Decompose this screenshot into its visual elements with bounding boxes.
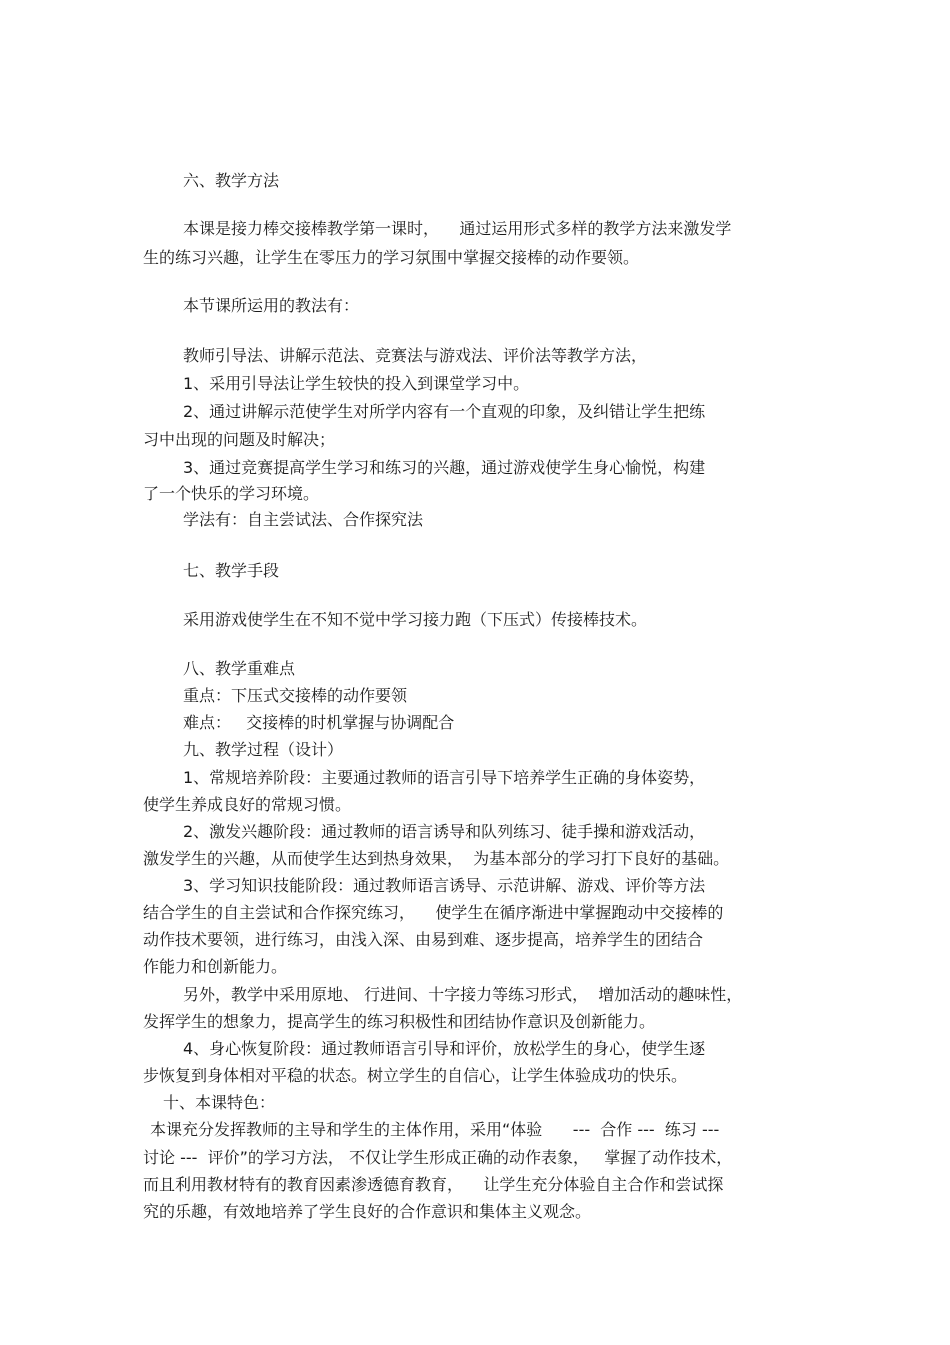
paragraph-line: 本课是接力棒交接棒教学第一课时， 通过运用形式多样的教学方法来激发学 (183, 219, 732, 238)
list-item-continuation: 结合学生的自主尝试和合作探究练习， 使学生在循序渐进中掌握跑动中交接棒的 (143, 903, 724, 922)
paragraph-line: 难点： 交接棒的时机掌握与协调配合 (183, 713, 455, 732)
section-heading-teaching-process: 九、教学过程（设计） (183, 740, 344, 759)
list-item: 3、通过竞赛提高学生学习和练习的兴趣，通过游戏使学生身心愉悦，构建 (183, 458, 706, 477)
paragraph-line: 另外，教学中采用原地、 行进间、十字接力等练习形式， 增加活动的趣味性， (183, 985, 743, 1004)
list-item-continuation: 了一个快乐的学习环境。 (143, 484, 320, 503)
list-item: 1、采用引导法让学生较快的投入到课堂学习中。 (183, 374, 530, 393)
paragraph-line: 学法有：自主尝试法、合作探究法 (183, 510, 424, 529)
paragraph-line: 本课充分发挥教师的主导和学生的主体作用，采用“体验 --- 合作 --- 练习 --- (150, 1120, 720, 1139)
paragraph-line: 发挥学生的想象力，提高学生的练习积极性和团结协作意识及创新能力。 (143, 1012, 656, 1031)
paragraph-line: 而且利用教材特有的教育因素渗透德育教育， 让学生充分体验自主合作和尝试探 (143, 1175, 724, 1194)
paragraph-line: 教师引导法、讲解示范法、竞赛法与游戏法、评价法等教学方法， (183, 346, 648, 365)
list-item-continuation: 作能力和创新能力。 (143, 957, 288, 976)
list-item: 4、身心恢复阶段：通过教师语言引导和评价，放松学生的身心，使学生逐 (183, 1039, 706, 1058)
list-item: 1、常规培养阶段：主要通过教师的语言引导下培养学生正确的身体姿势， (183, 768, 706, 787)
list-item: 3、学习知识技能阶段：通过教师语言诱导、示范讲解、游戏、评价等方法 (183, 876, 706, 895)
list-item-continuation: 使学生养成良好的常规习惯。 (143, 795, 352, 814)
paragraph-line: 采用游戏使学生在不知不觉中学习接力跑（下压式）传接棒技术。 (183, 610, 648, 629)
section-heading-key-difficulties: 八、教学重难点 (183, 659, 296, 678)
list-item: 2、通过讲解示范使学生对所学内容有一个直观的印象，及纠错让学生把练 (183, 402, 706, 421)
list-item: 2、激发兴趣阶段：通过教师的语言诱导和队列练习、徒手操和游戏活动， (183, 822, 706, 841)
paragraph-line: 重点：下压式交接棒的动作要领 (183, 686, 408, 705)
list-item-continuation: 步恢复到身体相对平稳的状态。树立学生的自信心，让学生体验成功的快乐。 (143, 1066, 688, 1085)
paragraph-line: 本节课所运用的教法有： (183, 296, 360, 315)
section-heading-lesson-features: 十、本课特色： (163, 1093, 276, 1112)
list-item-continuation: 动作技术要领，进行练习，由浅入深、由易到难、逐步提高，培养学生的团结合 (143, 930, 704, 949)
section-heading-teaching-means: 七、教学手段 (183, 561, 280, 580)
paragraph-line: 生的练习兴趣，让学生在零压力的学习氛围中掌握交接棒的动作要领。 (143, 248, 640, 267)
paragraph-line: 究的乐趣，有效地培养了学生良好的合作意识和集体主义观念。 (143, 1202, 592, 1221)
list-item-continuation: 激发学生的兴趣，从而使学生达到热身效果， 为基本部分的学习打下良好的基础。 (143, 849, 730, 868)
section-heading-teaching-methods: 六、教学方法 (183, 171, 280, 190)
paragraph-line: 讨论 --- 评价”的学习方法， 不仅让学生形成正确的动作表象， 掌握了动作技术， (143, 1148, 733, 1167)
list-item-continuation: 习中出现的问题及时解决； (143, 430, 336, 449)
